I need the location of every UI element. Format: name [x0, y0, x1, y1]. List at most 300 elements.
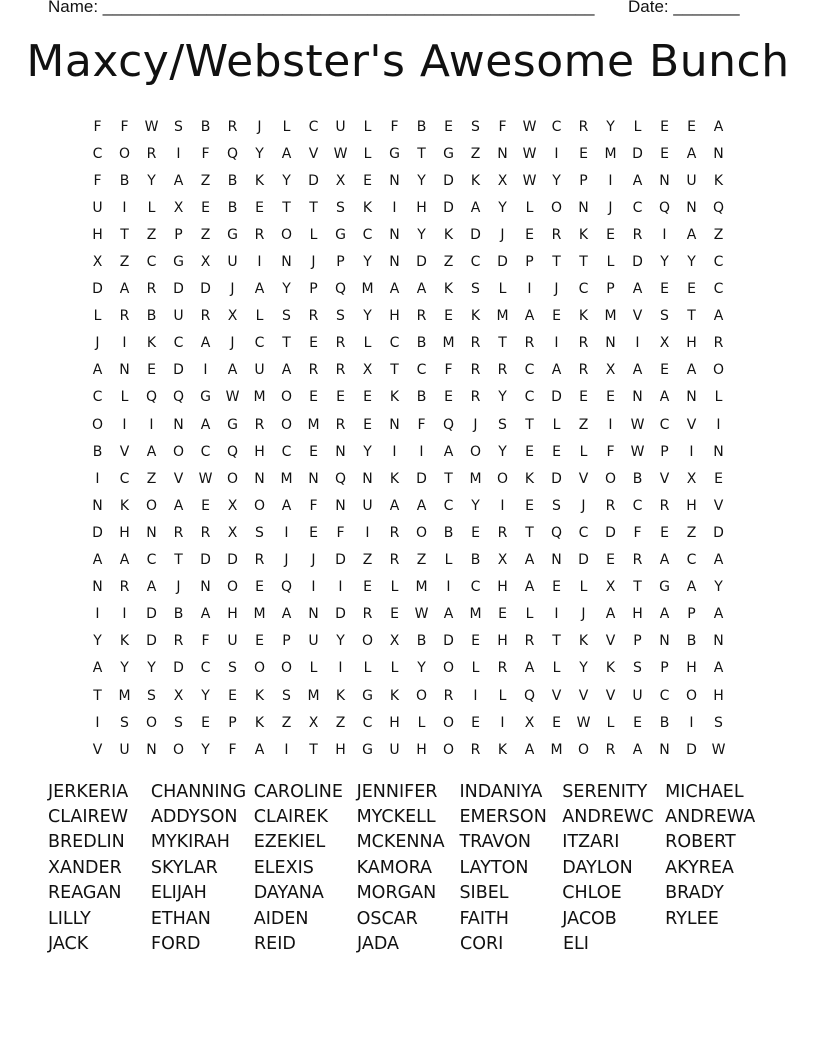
grid-letter[interactable]: L [498, 687, 507, 704]
grid-letter[interactable]: A [659, 606, 670, 623]
grid-letter[interactable]: Y [498, 389, 507, 406]
grid-letter[interactable]: L [147, 199, 156, 216]
grid-letter[interactable]: G [200, 389, 211, 406]
grid-letter[interactable]: A [551, 362, 562, 379]
grid-letter[interactable]: N [389, 416, 400, 433]
grid-letter[interactable]: X [92, 254, 103, 271]
grid-letter[interactable]: A [443, 606, 454, 623]
grid-letter[interactable]: N [551, 552, 562, 569]
grid-letter[interactable]: N [308, 470, 319, 487]
grid-letter[interactable]: Y [363, 308, 372, 325]
grid-letter[interactable]: A [119, 552, 130, 569]
grid-letter[interactable]: A [281, 497, 292, 514]
grid-letter[interactable]: L [390, 660, 399, 677]
grid-letter[interactable]: D [200, 552, 211, 569]
grid-letter[interactable]: U [173, 308, 184, 325]
grid-letter[interactable]: D [551, 470, 562, 487]
grid-letter[interactable]: K [470, 172, 481, 189]
grid-letter[interactable]: P [228, 714, 237, 731]
grid-letter[interactable]: C [578, 281, 589, 298]
grid-letter[interactable]: F [201, 145, 210, 162]
grid-letter[interactable]: T [93, 687, 102, 704]
grid-letter[interactable]: O [496, 470, 509, 487]
grid-letter[interactable]: J [284, 552, 289, 569]
grid-letter[interactable]: L [363, 660, 372, 677]
grid-letter[interactable]: E [255, 199, 264, 216]
grid-letter[interactable]: L [363, 118, 372, 135]
grid-letter[interactable]: A [92, 660, 103, 677]
grid-letter[interactable]: Y [120, 660, 129, 677]
grid-letter[interactable]: Q [523, 687, 536, 704]
grid-letter[interactable]: A [470, 199, 481, 216]
grid-letter[interactable]: C [200, 660, 211, 677]
grid-letter[interactable]: X [497, 172, 508, 189]
grid-letter[interactable]: F [417, 416, 426, 433]
grid-letter[interactable]: N [362, 470, 373, 487]
grid-letter[interactable]: J [608, 199, 613, 216]
grid-letter[interactable]: R [254, 226, 265, 243]
grid-letter[interactable]: D [173, 281, 184, 298]
grid-letter[interactable]: E [552, 579, 561, 596]
grid-letter[interactable]: K [146, 335, 157, 352]
grid-letter[interactable]: Y [147, 172, 156, 189]
grid-letter[interactable]: O [226, 470, 239, 487]
grid-letter[interactable]: I [176, 145, 181, 162]
grid-letter[interactable]: I [554, 335, 559, 352]
grid-letter[interactable]: J [230, 281, 235, 298]
grid-letter[interactable]: L [525, 199, 534, 216]
grid-letter[interactable]: A [632, 172, 643, 189]
grid-letter[interactable]: C [254, 335, 265, 352]
grid-letter[interactable]: R [443, 687, 454, 704]
grid-letter[interactable]: E [660, 362, 669, 379]
grid-letter[interactable]: M [550, 741, 563, 758]
grid-letter[interactable]: X [389, 633, 400, 650]
grid-letter[interactable]: Y [255, 145, 264, 162]
grid-letter[interactable]: D [335, 606, 346, 623]
grid-letter[interactable]: R [119, 308, 130, 325]
grid-letter[interactable]: A [713, 606, 724, 623]
grid-letter[interactable]: T [498, 335, 507, 352]
grid-letter[interactable]: Y [201, 687, 210, 704]
grid-letter[interactable]: E [255, 633, 264, 650]
grid-letter[interactable]: O [415, 687, 428, 704]
grid-letter[interactable]: L [444, 552, 453, 569]
grid-letter[interactable]: R [470, 389, 481, 406]
grid-letter[interactable]: O [145, 497, 158, 514]
grid-letter[interactable]: L [120, 389, 129, 406]
grid-letter[interactable]: F [120, 118, 129, 135]
grid-letter[interactable]: H [686, 660, 697, 677]
grid-letter[interactable]: E [201, 199, 210, 216]
grid-letter[interactable]: N [281, 254, 292, 271]
grid-letter[interactable]: D [443, 199, 454, 216]
grid-letter[interactable]: N [713, 633, 724, 650]
grid-letter[interactable]: Y [336, 633, 345, 650]
grid-letter[interactable]: E [147, 362, 156, 379]
grid-letter[interactable]: V [659, 470, 670, 487]
grid-letter[interactable]: A [281, 362, 292, 379]
grid-letter[interactable]: A [524, 552, 535, 569]
grid-letter[interactable]: A [686, 362, 697, 379]
grid-letter[interactable]: L [282, 118, 291, 135]
grid-letter[interactable]: N [389, 226, 400, 243]
grid-letter[interactable]: I [527, 281, 532, 298]
grid-letter[interactable]: B [659, 714, 670, 731]
grid-letter[interactable]: D [92, 281, 103, 298]
grid-letter[interactable]: A [254, 281, 265, 298]
grid-letter[interactable]: A [713, 552, 724, 569]
grid-letter[interactable]: A [659, 552, 670, 569]
grid-letter[interactable]: O [550, 199, 563, 216]
grid-letter[interactable]: O [469, 443, 482, 460]
grid-letter[interactable]: R [470, 741, 481, 758]
grid-letter[interactable]: M [442, 335, 455, 352]
grid-letter[interactable]: K [254, 714, 265, 731]
grid-letter[interactable]: T [390, 362, 399, 379]
grid-letter[interactable]: W [333, 145, 348, 162]
grid-letter[interactable]: K [578, 308, 589, 325]
grid-letter[interactable]: C [713, 281, 724, 298]
grid-letter[interactable]: K [389, 470, 400, 487]
grid-letter[interactable]: Z [470, 145, 481, 162]
grid-letter[interactable]: D [173, 660, 184, 677]
grid-letter[interactable]: H [227, 606, 238, 623]
grid-letter[interactable]: E [660, 524, 669, 541]
grid-letter[interactable]: R [362, 606, 373, 623]
grid-letter[interactable]: P [525, 254, 534, 271]
grid-letter[interactable]: A [686, 145, 697, 162]
grid-letter[interactable]: A [686, 226, 697, 243]
grid-letter[interactable]: U [686, 172, 697, 189]
grid-letter[interactable]: Q [550, 524, 563, 541]
grid-letter[interactable]: S [120, 714, 129, 731]
grid-letter[interactable]: E [363, 416, 372, 433]
grid-letter[interactable]: N [146, 524, 157, 541]
grid-letter[interactable]: Z [362, 552, 373, 569]
grid-letter[interactable]: X [524, 714, 535, 731]
grid-letter[interactable]: V [686, 416, 697, 433]
grid-letter[interactable]: E [660, 118, 669, 135]
grid-letter[interactable]: A [173, 172, 184, 189]
grid-letter[interactable]: Y [417, 660, 426, 677]
grid-letter[interactable]: W [414, 606, 429, 623]
grid-letter[interactable]: C [524, 362, 535, 379]
grid-letter[interactable]: B [227, 199, 238, 216]
grid-letter[interactable]: Z [200, 226, 211, 243]
grid-letter[interactable]: T [525, 416, 534, 433]
grid-letter[interactable]: L [363, 145, 372, 162]
grid-letter[interactable]: N [173, 416, 184, 433]
grid-letter[interactable]: R [578, 362, 589, 379]
grid-letter[interactable]: I [257, 254, 262, 271]
grid-letter[interactable]: H [686, 335, 697, 352]
grid-letter[interactable]: E [606, 226, 615, 243]
grid-letter[interactable]: P [606, 281, 615, 298]
grid-letter[interactable]: N [659, 741, 670, 758]
grid-letter[interactable]: X [497, 552, 508, 569]
grid-letter[interactable]: C [173, 335, 184, 352]
grid-letter[interactable]: A [173, 497, 184, 514]
grid-letter[interactable]: A [524, 741, 535, 758]
grid-letter[interactable]: C [119, 470, 130, 487]
grid-letter[interactable]: A [200, 335, 211, 352]
grid-letter[interactable]: O [253, 497, 266, 514]
grid-letter[interactable]: K [443, 226, 454, 243]
grid-letter[interactable]: U [308, 633, 319, 650]
grid-letter[interactable]: B [416, 633, 427, 650]
grid-letter[interactable]: Z [281, 714, 292, 731]
grid-letter[interactable]: M [415, 579, 428, 596]
grid-letter[interactable]: I [500, 497, 505, 514]
grid-letter[interactable]: K [524, 470, 535, 487]
grid-letter[interactable]: E [363, 389, 372, 406]
grid-letter[interactable]: H [632, 606, 643, 623]
grid-letter[interactable]: N [92, 497, 103, 514]
grid-letter[interactable]: X [308, 714, 319, 731]
grid-letter[interactable]: G [227, 416, 238, 433]
grid-letter[interactable]: C [470, 579, 481, 596]
grid-letter[interactable]: C [146, 254, 157, 271]
grid-letter[interactable]: D [470, 226, 481, 243]
grid-letter[interactable]: N [389, 254, 400, 271]
grid-letter[interactable]: C [200, 443, 211, 460]
grid-letter[interactable]: D [173, 362, 184, 379]
grid-letter[interactable]: E [579, 145, 588, 162]
grid-letter[interactable]: B [416, 389, 427, 406]
grid-letter[interactable]: X [227, 308, 238, 325]
grid-letter[interactable]: E [552, 443, 561, 460]
grid-letter[interactable]: I [122, 199, 127, 216]
grid-letter[interactable]: A [713, 660, 724, 677]
grid-letter[interactable]: T [282, 335, 291, 352]
grid-letter[interactable]: S [336, 199, 345, 216]
grid-letter[interactable]: H [713, 687, 724, 704]
grid-letter[interactable]: H [686, 497, 697, 514]
date-field-label[interactable]: Date: _______ [628, 0, 740, 16]
grid-letter[interactable]: R [335, 362, 346, 379]
grid-letter[interactable]: C [92, 145, 103, 162]
grid-letter[interactable]: L [255, 308, 264, 325]
grid-letter[interactable]: Y [417, 172, 426, 189]
grid-letter[interactable]: M [253, 389, 266, 406]
grid-letter[interactable]: O [442, 741, 455, 758]
grid-letter[interactable]: U [389, 741, 400, 758]
grid-letter[interactable]: V [578, 470, 589, 487]
grid-letter[interactable]: C [632, 497, 643, 514]
grid-letter[interactable]: H [119, 524, 130, 541]
grid-letter[interactable]: T [525, 524, 534, 541]
grid-letter[interactable]: N [335, 497, 346, 514]
grid-letter[interactable]: E [228, 687, 237, 704]
grid-letter[interactable]: E [498, 606, 507, 623]
grid-letter[interactable]: S [255, 524, 264, 541]
grid-letter[interactable]: L [417, 714, 426, 731]
grid-letter[interactable]: A [389, 497, 400, 514]
grid-letter[interactable]: V [92, 741, 103, 758]
grid-letter[interactable]: B [119, 172, 130, 189]
grid-letter[interactable]: K [119, 633, 130, 650]
grid-letter[interactable]: X [173, 687, 184, 704]
grid-letter[interactable]: T [633, 579, 642, 596]
grid-letter[interactable]: B [173, 606, 184, 623]
grid-letter[interactable]: E [363, 172, 372, 189]
grid-letter[interactable]: Y [579, 660, 588, 677]
grid-letter[interactable]: H [497, 633, 508, 650]
grid-letter[interactable]: R [254, 416, 265, 433]
grid-letter[interactable]: L [93, 308, 102, 325]
grid-letter[interactable]: P [660, 660, 669, 677]
grid-letter[interactable]: D [686, 741, 697, 758]
grid-letter[interactable]: J [311, 254, 316, 271]
grid-letter[interactable]: I [203, 362, 208, 379]
grid-letter[interactable]: N [146, 741, 157, 758]
grid-letter[interactable]: A [416, 281, 427, 298]
grid-letter[interactable]: R [200, 524, 211, 541]
grid-letter[interactable]: Y [147, 660, 156, 677]
grid-letter[interactable]: R [200, 308, 211, 325]
grid-letter[interactable]: I [500, 714, 505, 731]
grid-letter[interactable]: E [390, 606, 399, 623]
grid-letter[interactable]: W [522, 118, 537, 135]
grid-letter[interactable]: I [338, 579, 343, 596]
grid-letter[interactable]: V [551, 687, 562, 704]
grid-letter[interactable]: E [309, 335, 318, 352]
grid-letter[interactable]: Q [280, 579, 293, 596]
grid-letter[interactable]: K [497, 741, 508, 758]
grid-letter[interactable]: N [686, 389, 697, 406]
grid-letter[interactable]: F [201, 633, 210, 650]
grid-letter[interactable]: N [713, 145, 724, 162]
grid-letter[interactable]: S [633, 660, 642, 677]
grid-letter[interactable]: R [605, 741, 616, 758]
grid-letter[interactable]: J [500, 226, 505, 243]
grid-letter[interactable]: Y [498, 199, 507, 216]
grid-letter[interactable]: P [660, 443, 669, 460]
grid-letter[interactable]: S [714, 714, 723, 731]
grid-letter[interactable]: E [714, 470, 723, 487]
grid-letter[interactable]: O [172, 443, 185, 460]
grid-letter[interactable]: W [630, 416, 645, 433]
grid-letter[interactable]: F [444, 362, 453, 379]
grid-letter[interactable]: M [469, 606, 482, 623]
grid-letter[interactable]: C [524, 389, 535, 406]
grid-letter[interactable]: L [714, 389, 723, 406]
grid-letter[interactable]: M [307, 687, 320, 704]
grid-letter[interactable]: R [713, 335, 724, 352]
grid-letter[interactable]: O [604, 470, 617, 487]
grid-letter[interactable]: O [226, 579, 239, 596]
grid-letter[interactable]: Z [200, 172, 211, 189]
grid-letter[interactable]: N [200, 579, 211, 596]
grid-letter[interactable]: C [686, 552, 697, 569]
grid-letter[interactable]: U [632, 687, 643, 704]
grid-letter[interactable]: R [470, 362, 481, 379]
grid-letter[interactable]: Y [282, 281, 291, 298]
grid-letter[interactable]: E [525, 226, 534, 243]
grid-letter[interactable]: N [659, 633, 670, 650]
grid-letter[interactable]: R [578, 118, 589, 135]
grid-letter[interactable]: D [416, 254, 427, 271]
grid-letter[interactable]: L [525, 606, 534, 623]
grid-letter[interactable]: T [417, 145, 426, 162]
grid-letter[interactable]: X [173, 199, 184, 216]
grid-letter[interactable]: M [118, 687, 131, 704]
grid-letter[interactable]: E [525, 443, 534, 460]
grid-letter[interactable]: Y [606, 118, 615, 135]
grid-letter[interactable]: I [689, 714, 694, 731]
grid-letter[interactable]: K [443, 281, 454, 298]
grid-letter[interactable]: E [444, 308, 453, 325]
grid-letter[interactable]: U [227, 254, 238, 271]
grid-letter[interactable]: E [363, 579, 372, 596]
grid-letter[interactable]: J [95, 335, 100, 352]
grid-letter[interactable]: A [254, 741, 265, 758]
grid-letter[interactable]: N [119, 362, 130, 379]
grid-letter[interactable]: B [416, 118, 427, 135]
grid-letter[interactable]: R [119, 579, 130, 596]
grid-letter[interactable]: N [686, 199, 697, 216]
grid-letter[interactable]: J [581, 606, 586, 623]
grid-letter[interactable]: E [606, 552, 615, 569]
grid-letter[interactable]: H [92, 226, 103, 243]
grid-letter[interactable]: U [92, 199, 103, 216]
grid-letter[interactable]: Z [416, 552, 427, 569]
grid-letter[interactable]: S [552, 497, 561, 514]
grid-letter[interactable]: T [444, 470, 453, 487]
grid-letter[interactable]: G [173, 254, 184, 271]
grid-letter[interactable]: E [660, 281, 669, 298]
grid-letter[interactable]: L [552, 416, 561, 433]
grid-letter[interactable]: X [227, 524, 238, 541]
grid-letter[interactable]: L [390, 579, 399, 596]
grid-letter[interactable]: Q [442, 416, 455, 433]
grid-letter[interactable]: R [308, 362, 319, 379]
grid-letter[interactable]: N [389, 172, 400, 189]
grid-letter[interactable]: R [524, 335, 535, 352]
grid-letter[interactable]: X [659, 335, 670, 352]
grid-letter[interactable]: R [524, 633, 535, 650]
grid-letter[interactable]: B [686, 633, 697, 650]
grid-letter[interactable]: I [95, 470, 100, 487]
grid-letter[interactable]: A [119, 281, 130, 298]
grid-letter[interactable]: R [551, 226, 562, 243]
grid-letter[interactable]: K [578, 633, 589, 650]
grid-letter[interactable]: O [712, 362, 725, 379]
grid-letter[interactable]: A [146, 443, 157, 460]
grid-letter[interactable]: F [336, 524, 345, 541]
grid-letter[interactable]: L [579, 443, 588, 460]
grid-letter[interactable]: E [687, 118, 696, 135]
grid-letter[interactable]: S [174, 118, 183, 135]
grid-letter[interactable]: A [686, 579, 697, 596]
grid-letter[interactable]: F [93, 172, 102, 189]
grid-letter[interactable]: S [471, 118, 480, 135]
grid-letter[interactable]: H [335, 741, 346, 758]
grid-letter[interactable]: H [416, 199, 427, 216]
grid-letter[interactable]: E [309, 524, 318, 541]
grid-letter[interactable]: S [282, 308, 291, 325]
grid-letter[interactable]: Y [417, 226, 426, 243]
grid-letter[interactable]: P [309, 281, 318, 298]
grid-letter[interactable]: P [336, 254, 345, 271]
grid-letter[interactable]: N [335, 443, 346, 460]
grid-letter[interactable]: C [443, 497, 454, 514]
grid-letter[interactable]: D [416, 470, 427, 487]
grid-letter[interactable]: D [200, 281, 211, 298]
grid-letter[interactable]: I [608, 416, 613, 433]
grid-letter[interactable]: N [308, 606, 319, 623]
